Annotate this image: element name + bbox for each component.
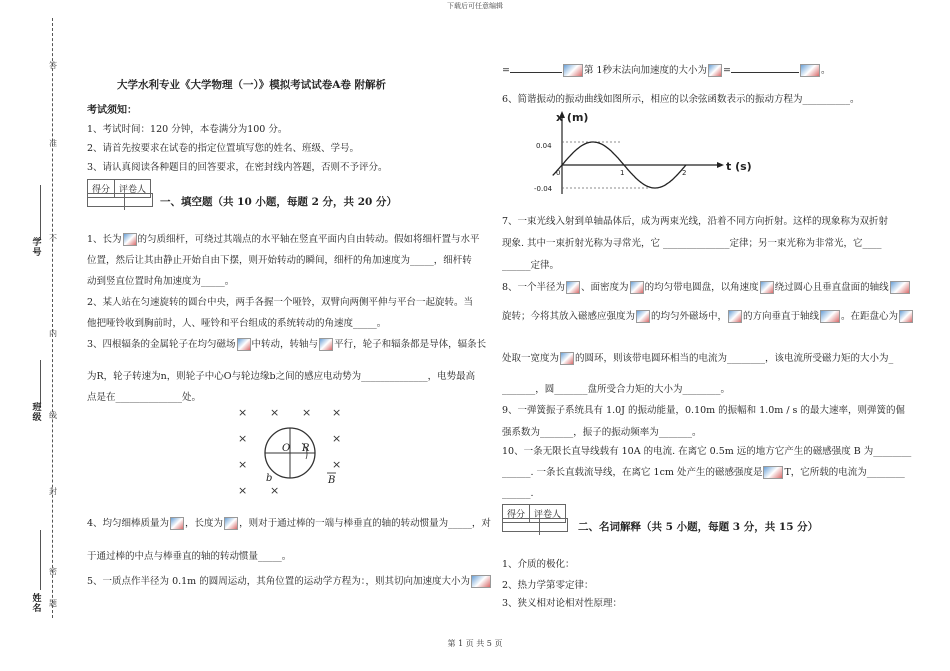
formula-image <box>319 338 333 351</box>
formula-image <box>566 281 580 294</box>
q2-line1: 2、某人站在匀速旋转的圆台中央，两手各握一个哑铃，双臂向两侧平伸与平台一起旋转。当 <box>87 297 474 308</box>
formula-image <box>763 466 783 479</box>
binding-char: 准 <box>49 139 57 148</box>
formula-image <box>224 517 238 530</box>
cross-mark: × <box>332 432 342 445</box>
score-label: 得分 <box>503 505 530 522</box>
x-axis-arrow <box>717 162 724 168</box>
binding-char: 题 <box>49 599 57 608</box>
q5-line2: = 第 1秒末法向加速度的大小为 = 。 <box>502 65 831 76</box>
formula-image <box>820 310 840 323</box>
grader-label: 评卷人 <box>119 185 147 195</box>
q3-line2: 为R，轮子转速为n，则轮子中心O与轮边缘b之间的感应电动势为______________，电势最高 <box>87 371 476 382</box>
ytick-neg: -0.04 <box>534 185 553 193</box>
q2-line2: 他把哑铃收到胸前时，人、哑铃和平台组成的系统转动的角速度_____。 <box>87 318 387 329</box>
score-entry[interactable] <box>87 193 153 207</box>
formula-image <box>170 517 184 530</box>
q10-line1: 10、一条无限长直导线载有 10A 的电流. 在离它 0.5m 远的地方它产生的磁感强度 B 为________ <box>502 446 912 457</box>
term-item: 2、热力学第零定律： <box>502 580 594 591</box>
formula-image <box>890 281 910 294</box>
q1-line1: 1、长为 的匀质细杆，可绕过其端点的水平轴在竖直平面内自由转动。假如将细杆置与水平 <box>87 234 480 245</box>
label-b: b <box>266 473 273 484</box>
q3-line1: 3、四根辐条的金属轮子在均匀磁场 中转动，转轴与 平行，轮子和辐条都是导体，辐条长 <box>87 339 487 350</box>
q5-line1: 5、一质点作半径为 0.1m 的圆周运动，其角位置的运动学方程为：，则其切向加速度大小为 <box>87 575 492 588</box>
formula-image <box>708 64 722 77</box>
vibration-graph <box>530 108 760 200</box>
label-r: R <box>302 443 310 454</box>
student-id-label: 学号 <box>32 238 42 258</box>
cross-mark: × <box>270 484 280 497</box>
formula-image <box>636 310 650 323</box>
exam-title: 大学水利专业《大学物理（一）》模拟考试试卷A卷 附解析 <box>117 79 387 91</box>
binding-char: 不 <box>49 234 57 243</box>
cross-mark: × <box>238 458 248 471</box>
formula-image <box>237 338 251 351</box>
formula-image <box>471 575 491 588</box>
origin-label: 0 <box>556 169 561 177</box>
class-label: 班级 <box>32 403 42 423</box>
formula-image <box>899 310 913 323</box>
q10-line2: ______. 一条长直载流导线，在离它 1cm 处产生的磁感强度是 T，它所载的电流为________ <box>502 467 905 478</box>
note-item: 1、考试时间：120 分钟，本卷满分为100 分。 <box>87 124 288 135</box>
grader-label: 评卷人 <box>534 510 562 520</box>
formula-image <box>630 281 644 294</box>
y-axis-label: x (m) <box>556 111 589 124</box>
q10-line3: ______. <box>502 488 534 499</box>
student-id-blank[interactable] <box>40 185 41 240</box>
score-entry-2[interactable] <box>502 518 568 532</box>
cross-mark: × <box>238 432 248 445</box>
score-label: 得分 <box>88 180 115 197</box>
answer-blank[interactable] <box>731 72 799 73</box>
cross-mark: × <box>238 484 248 497</box>
wheel-figure <box>232 403 342 499</box>
formula-image <box>760 281 774 294</box>
top-note: 下载后可任意编辑 <box>447 2 503 10</box>
term-item: 1、介质的极化： <box>502 559 575 570</box>
formula-image <box>728 310 742 323</box>
section-1-title: 一、填空题（共 10 小题，每题 2 分，共 20 分） <box>160 196 397 208</box>
q4-line2: 于通过棒的中点与棒垂直的轴的转动惯量_____。 <box>87 551 292 562</box>
binding-char: 线 <box>49 411 57 420</box>
q9-line1: 9、一弹簧振子系统具有 1.0J 的振动能量，0.10m 的振幅和 1.0m / s 的最大速率，则弹簧的倔 <box>502 405 905 416</box>
note-item: 3、请认真阅读各种题目的回答要求，在密封线内答题，否则不予评分。 <box>87 162 388 173</box>
binding-char: 答 <box>49 61 57 70</box>
cross-mark: × <box>302 406 312 419</box>
binding-char: 内 <box>49 329 57 338</box>
xtick-1: 1 <box>620 169 625 177</box>
name-label: 姓名 <box>32 594 42 614</box>
term-item: 3、狭义相对论相对性原理： <box>502 598 623 609</box>
section-2-title: 二、名词解释（共 5 小题，每题 3 分，共 15 分） <box>578 521 819 533</box>
q7-line1: 7、一束光线入射到单轴晶体后，成为两束光线，沿着不同方向折射。这样的现象称为双折射 <box>502 216 889 227</box>
q4-line1: 4、均匀细棒质量为 ，长度为 ，则对于通过棒的一端与棒垂直的轴的转动惯量为_____，对 <box>87 518 491 529</box>
q8-line2: 旋转；今将其放入磁感应强度为 的均匀外磁场中， 的方向垂直于轴线 。在距盘心为 <box>502 310 914 323</box>
q6-line1: 6、简谐振动的振动曲线如图所示，相应的以余弦函数表示的振动方程为__________。 <box>502 94 860 105</box>
formula-image <box>563 64 583 77</box>
page-footer: 第 1 页 共 5 页 <box>447 639 503 648</box>
q8-line4: _______，圆_______盘所受合力矩的大小为________。 <box>502 384 731 395</box>
name-blank[interactable] <box>40 530 41 590</box>
cross-mark: × <box>238 406 248 419</box>
xtick-2: 2 <box>682 169 687 177</box>
notes-heading: 考试须知： <box>87 105 137 116</box>
cross-mark: × <box>332 406 342 419</box>
answer-blank[interactable] <box>510 72 562 73</box>
q8-line1: 8、一个半径为 、面密度为 的均匀带电圆盘，以角速度 绕过圆心且垂直盘面的轴线 <box>502 281 911 294</box>
formula-image <box>800 64 820 77</box>
q7-line2: 现象. 其中一束折射光称为寻常光，它 ______________定律；另一束光称为非常光，它____ <box>502 238 882 249</box>
formula-image <box>560 352 574 365</box>
note-item: 2、请首先按要求在试卷的指定位置填写您的姓名、班级、学号。 <box>87 143 360 154</box>
label-o: O <box>282 443 291 454</box>
q1-line3: 动到竖直位置时角加速度为_____。 <box>87 276 235 287</box>
class-blank[interactable] <box>40 360 41 408</box>
binding-char: 封 <box>49 487 57 496</box>
q7-line3: ______定律。 <box>502 260 560 271</box>
formula-image <box>123 233 137 246</box>
q8-line3: 处取一宽度为 的圆环，则该带电圆环相当的电流为________，该电流所受磁力矩的大小为_ <box>502 353 894 364</box>
cross-mark: × <box>332 458 342 471</box>
binding-dashed-line <box>52 18 53 618</box>
q3-line3: 点是在______________处。 <box>87 392 202 403</box>
ytick-pos: 0.04 <box>536 142 552 150</box>
q9-line2: 强系数为_______，振子的振动频率为_______。 <box>502 427 702 438</box>
cross-mark: × <box>270 406 280 419</box>
q1-line2: 位置，然后让其由静止开始自由下摆，则开始转动的瞬间，细杆的角加速度为_____，细杆转 <box>87 255 472 266</box>
label-field-b: B <box>328 475 336 486</box>
binding-char: 密 <box>49 567 57 576</box>
x-axis-label: t (s) <box>726 160 752 173</box>
